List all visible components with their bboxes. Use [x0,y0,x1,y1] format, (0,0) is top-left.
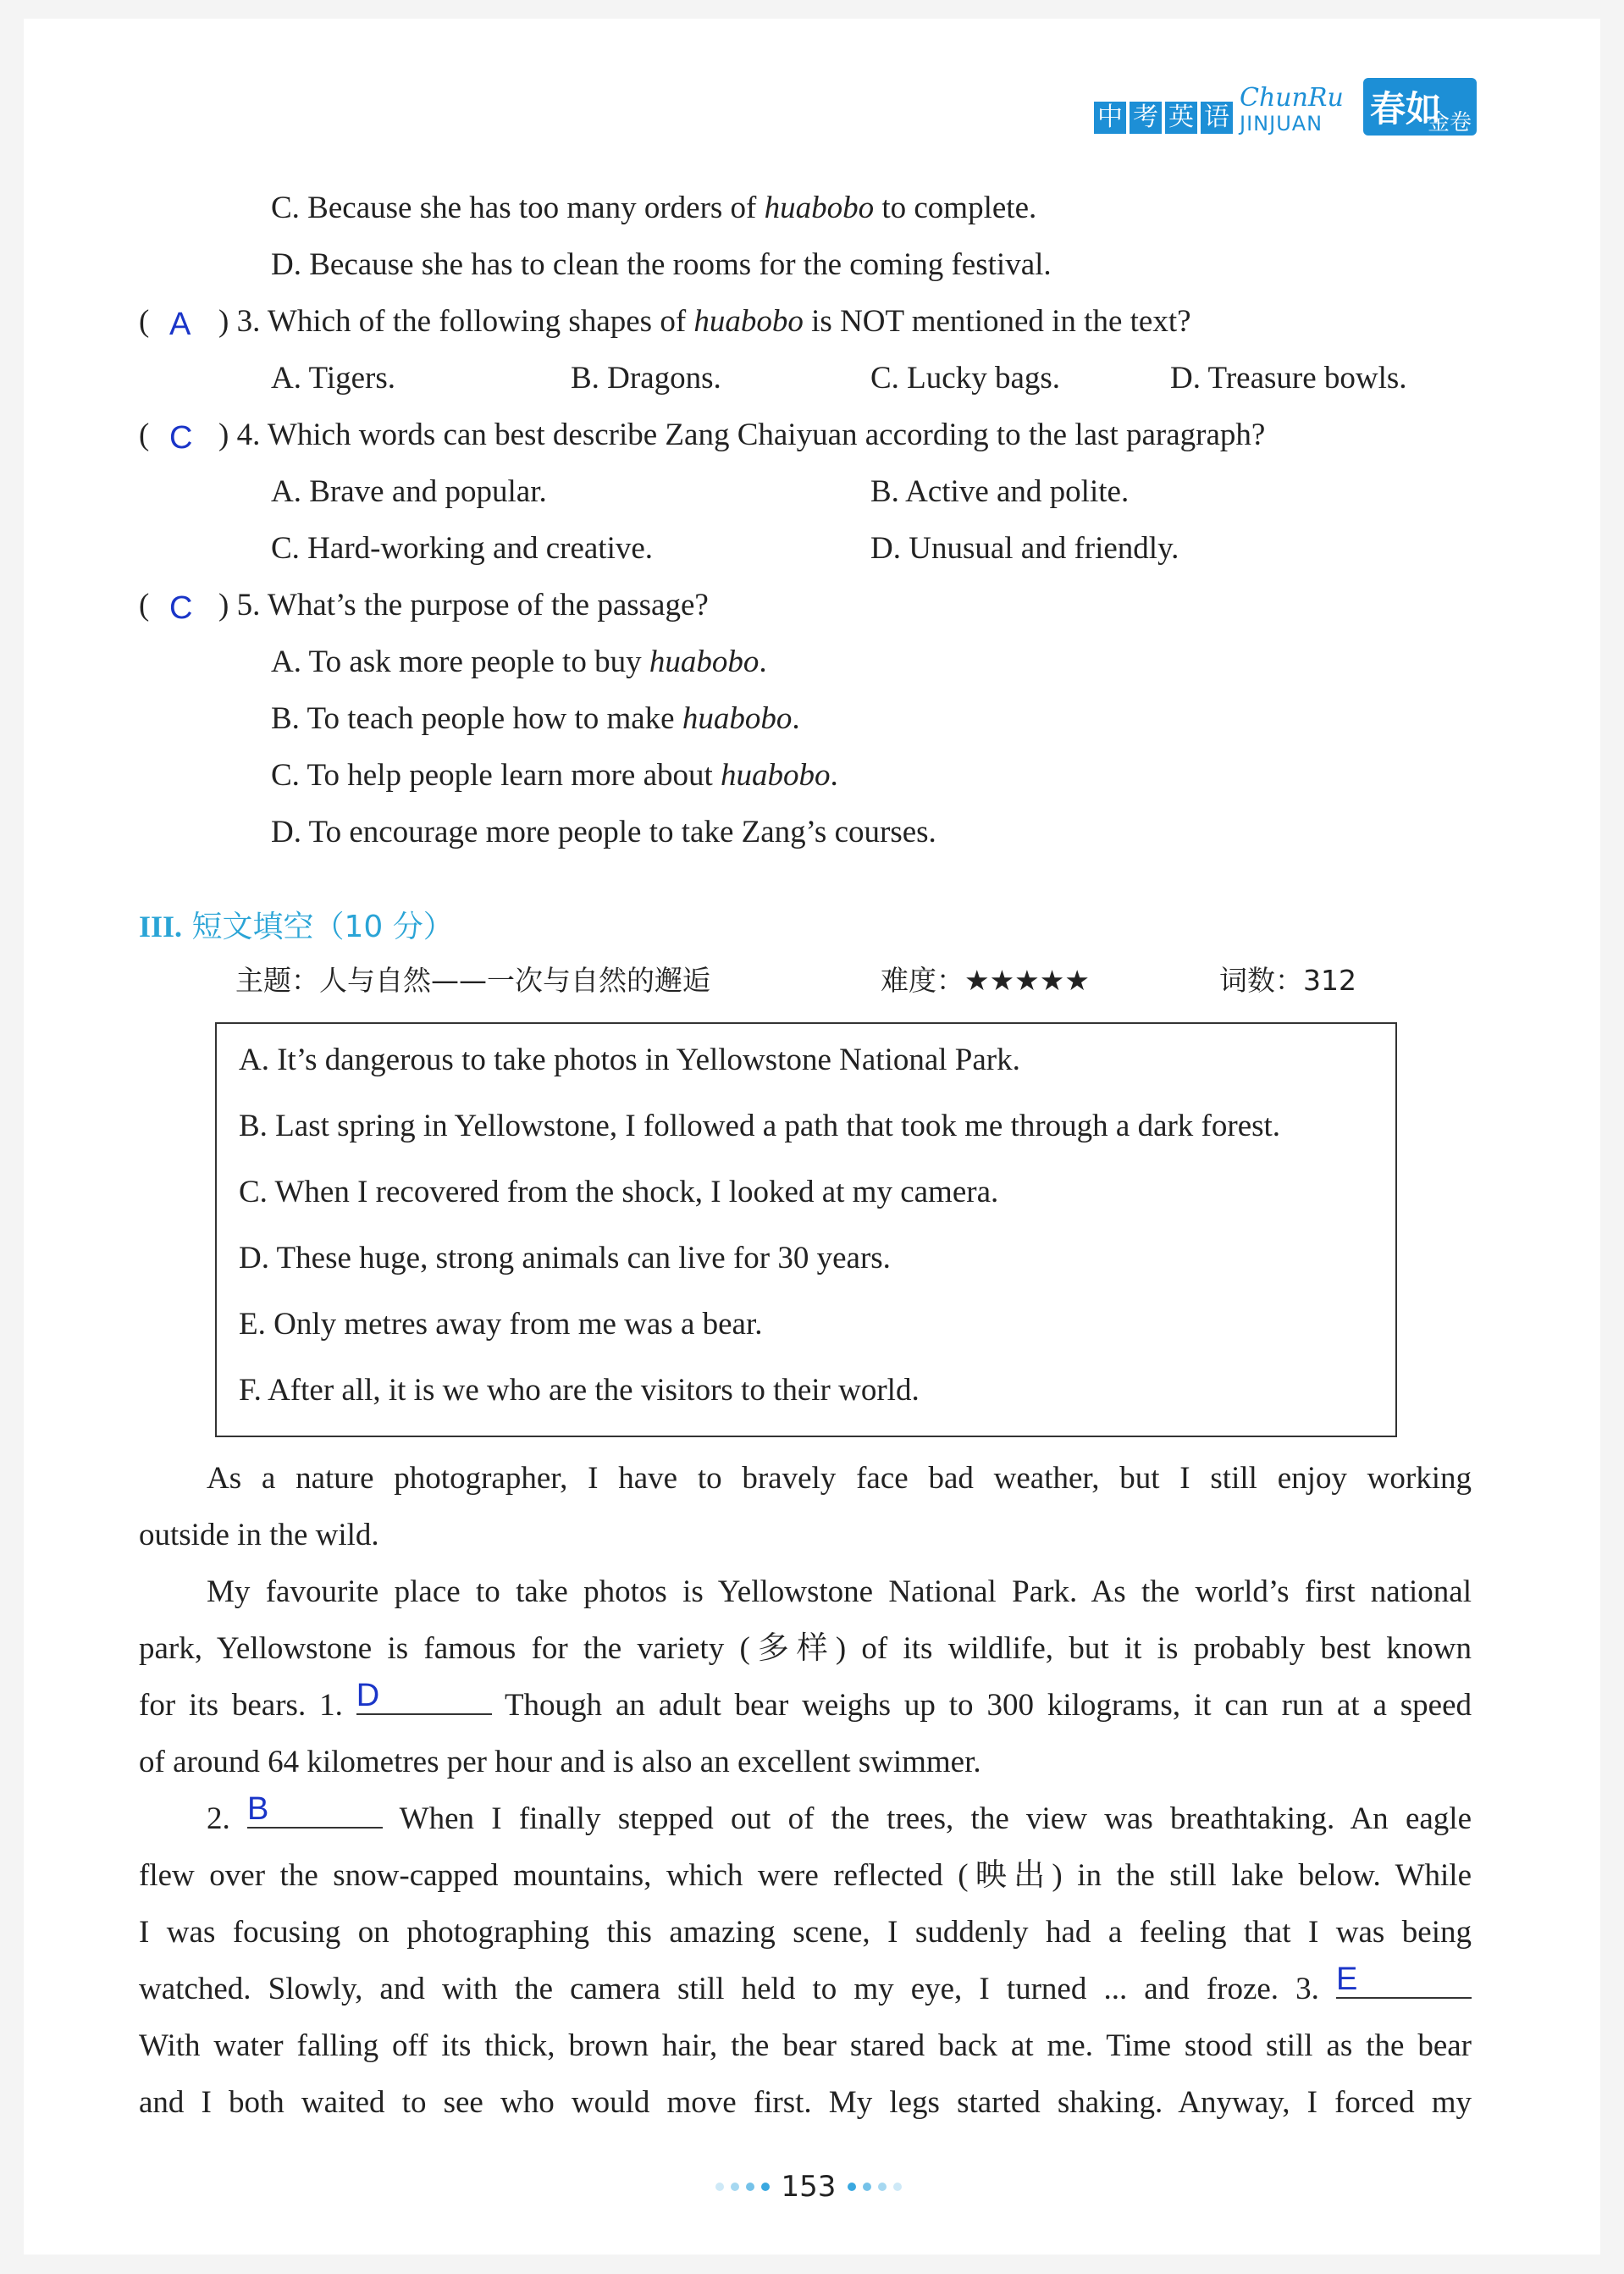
q4-option: B. Active and polite. [870,474,1130,509]
q5-option: C. To help people learn more about huabobo. [271,758,838,793]
passage-line: flew over the snow-capped mountains, which were reflected (映出) in the still lake below. While [139,1858,1472,1893]
passage [139,1450,1472,2131]
q4-option: A. Brave and popular. [271,474,547,509]
logo-char: 语 [1201,102,1233,134]
q5-stem: ) 5. What’s the purpose of the passage? [218,588,709,622]
q3-open-paren: ( [139,304,150,339]
blank-3[interactable] [1336,1961,1472,1999]
q2-option-d: D. Because she has to clean the rooms for the coming festival. [271,247,1052,282]
blank-2[interactable] [247,1791,383,1829]
logo-char: 考 [1130,102,1162,134]
section-word-count: 词数：312 [1219,964,1356,997]
logo-english-bottom: JINJUAN [1240,112,1323,136]
footer-dot [848,2183,856,2191]
passage-line: watched. Slowly, and with the camera still held to my eye, I turned ... and froze. 3. E [139,1961,1472,2017]
blank-1[interactable] [356,1678,492,1715]
passage-line: As a nature photographer, I have to bravely face bad weather, but I still enjoy working [207,1461,1472,1496]
section-title: 短文填空（10 分） [191,910,454,944]
series-logo [1094,76,1479,137]
q5-answer: C [169,590,193,626]
box-option: A. It’s dangerous to take photos in Yellowstone National Park. [239,1043,1020,1077]
passage-line: 2. B When I finally stepped out of the trees, the view was breathtaking. An eagle [139,1790,1472,1847]
logo-char: 英 [1165,102,1197,134]
blank-1-answer: D [356,1678,380,1713]
q3-option: B. Dragons. [571,361,721,396]
section-heading [139,903,454,946]
q5-option: A. To ask more people to buy huabobo. [271,645,767,679]
logo-brand-text: 春如 [1370,88,1442,130]
passage-line: outside in the wild. [139,1518,379,1552]
footer-dot [893,2183,902,2191]
box-option: F. After all, it is we who are the visitors to their world. [239,1373,920,1408]
logo-chinese-title [1094,102,1233,134]
logo-brand-sub: 金卷 [1428,110,1472,136]
section-number: III. [139,910,183,943]
passage-line: of around 64 kilometres per hour and is also an excellent swimmer. [139,1745,981,1779]
section-theme: 主题：人与自然——一次与自然的邂逅 [235,964,710,997]
q5-option: D. To encourage more people to take Zang’s courses. [271,815,936,849]
passage-line: park, Yellowstone is famous for the variety (多样) of its wildlife, but it is probably best known [139,1631,1472,1666]
box-option: C. When I recovered from the shock, I looked at my camera. [239,1175,999,1209]
q5-option: B. To teach people how to make huabobo. [271,701,800,736]
q4-stem: ) 4. Which words can best describe Zang Chaiyuan according to the last paragraph? [218,418,1266,452]
footer-dot [746,2183,754,2191]
logo-brand-mark [1363,78,1477,136]
footer-dot [878,2183,887,2191]
q3-option: A. Tigers. [271,361,396,396]
footer-dot [761,2183,770,2191]
q5-open-paren: ( [139,588,150,622]
logo-char: 中 [1094,102,1126,134]
box-option: E. Only metres away from me was a bear. [239,1307,763,1342]
q4-answer: C [169,420,193,456]
blank-2-answer: B [247,1791,269,1827]
footer-dot [863,2183,871,2191]
passage-line: I was focusing on photographing this amazing scene, I suddenly had a feeling that I was being [139,1915,1472,1950]
page-footer [686,2168,931,2205]
q3-option: C. Lucky bags. [870,361,1061,396]
passage-line: With water falling off its thick, brown hair, the bear stared back at me. Time stood still as the bear [139,2028,1472,2063]
box-option: B. Last spring in Yellowstone, I followed a path that took me through a dark forest. [239,1109,1281,1143]
q4-option: C. Hard-working and creative. [271,531,654,566]
footer-dot [715,2183,724,2191]
blank-3-answer: E [1336,1961,1358,1997]
page-number: 153 [781,2170,837,2204]
footer-dot [731,2183,739,2191]
box-option: D. These huge, strong animals can live for 30 years. [239,1241,891,1275]
q4-open-paren: ( [139,418,150,452]
passage-line: for its bears. 1. D Though an adult bear weighs up to 300 kilograms, it can run at a speed [139,1677,1472,1734]
q3-stem: ) 3. Which of the following shapes of huabobo is NOT mentioned in the text? [218,304,1191,339]
q2-option-c: C. Because she has too many orders of huabobo to complete. [271,191,1037,225]
q3-answer: A [169,307,191,342]
logo-english-top: ChunRu [1240,83,1344,113]
passage-line: My favourite place to take photos is Yellowstone National Park. As the world’s first national [207,1574,1472,1609]
passage-line: and I both waited to see who would move first. My legs started shaking. Anyway, I forced my [139,2085,1472,2120]
q3-option: D. Treasure bowls. [1170,361,1407,396]
q4-option: D. Unusual and friendly. [870,531,1179,566]
section-difficulty: 难度：★★★★★ [881,964,1090,997]
